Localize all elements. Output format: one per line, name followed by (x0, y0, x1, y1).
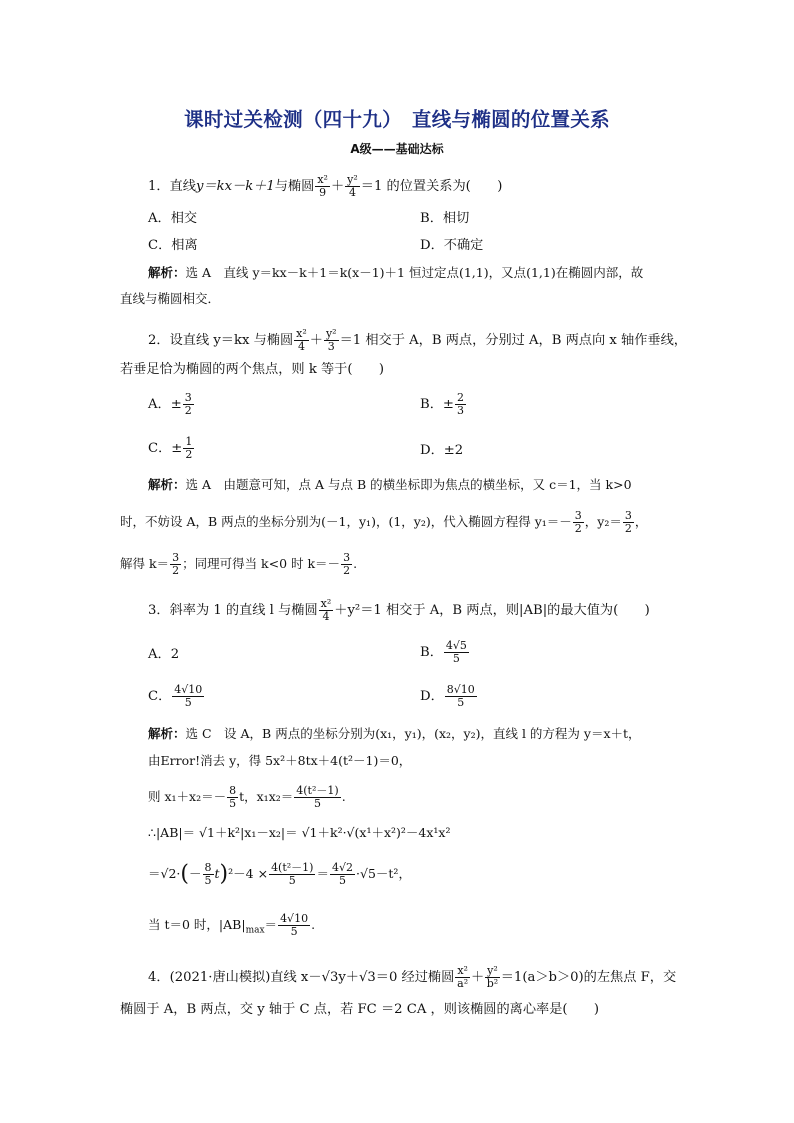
q3-option-a: A．2 (148, 647, 180, 662)
q3-solution-line6: 当 t＝0 时，$|AB|_{max}=$ $\frac{4√10}{5}$ . (148, 912, 316, 939)
q1-option-b: B．相切 (420, 211, 470, 226)
q1-option-a: A．相交 (148, 211, 198, 226)
q2-solution-line1: 解析：选 A 由题意可知，点 A 与点 B 的横坐标即为焦点的横坐标，又 c＝1，当 k>0 (148, 477, 632, 492)
q3-solution-line4: ∴|AB|＝ √1＋k²|x₁－x₂|＝ √1＋k²·√(x¹＋x²)²－4x¹x² (148, 825, 451, 840)
q2-solution-line3: 解得 k＝ $\frac{3}{2}$ ；同理可得当 k<0 时 k＝－ $\frac{3}{2}$ . (120, 551, 358, 578)
q2-stem-line2: 若垂足恰为椭圆的两个焦点，则 k 等于( ) (120, 362, 385, 377)
q1-solution-line2: 直线与椭圆相交． (120, 291, 221, 306)
q3-option-b: B． $\frac{4√5}{5}$ (420, 639, 467, 666)
q1-option-d: D．不确定 (420, 238, 484, 253)
q3-stem: 3．斜率为 1 的直线 l 与椭圆 $\frac{\text{x²}}{4}$ ＋y²＝1 相交于 A，B 两点，则|AB|的最大值为( ) (148, 597, 650, 624)
frac-x2-9: $\frac{\text{x²}}{9}$ (317, 173, 328, 200)
q1-option-c: C．相离 (148, 238, 198, 253)
q2-option-c: C．± $\frac{1}{2}$ (148, 435, 193, 462)
q2-option-a: A．± $\frac{3}{2}$ (148, 391, 192, 418)
page-title: 课时过关检测（四十九） 直线与椭圆的位置关系 (184, 108, 610, 131)
q2-solution-line2: 时，不妨设 A，B 两点的坐标分别为(－1，y₁)，(1，y₂)，代入椭圆方程得 y₁＝－ $\frac{3}{2}$ ，y₂＝ $\frac{3}{2}$ ， (120, 509, 648, 536)
q4-stem-line2: 椭圆于 A，B 两点，交 y 轴于 C 点，若 FC ＝2 CA ，则该椭圆的离心率是( ) (120, 1002, 600, 1017)
level-heading: A级——基础达标 (350, 142, 444, 156)
q2-option-b: B．± $\frac{2}{3}$ (420, 391, 464, 418)
q3-solution-line1: 解析：选 C 设 A，B 两点的坐标分别为(x₁，y₁)，(x₂，y₂)，直线 l 的方程为 y＝x＋t， (148, 726, 641, 741)
q1-solution-line1: 解析：选 A 直线 y＝kx－k＋1＝k(x－1)＋1 恒过定点(1,1)，又点(1,1)在椭圆内部，故 (148, 265, 644, 280)
q3-solution-line3: 则 x₁＋x₂＝－ $\frac{8}{5}$ t，x₁x₂＝ $\frac{\text{4(t²－1)}}{5}$ . (148, 784, 346, 811)
q3-option-c: C． $\frac{4√10}{5}$ (148, 683, 203, 710)
q4-stem-line1: 4．(2021·唐山模拟)直线 x－√3y＋√3＝0 经过椭圆 $\frac{\text{x²}}{\text{a²}}$ ＋ $\frac{\text{y²}}{\text{b²}}$ ＝1(a＞b＞0)的左焦点 F，交 (148, 964, 677, 991)
q2-stem-line1: 2．设直线 y＝kx 与椭圆 $\frac{\text{x²}}{4}$ ＋ $\frac{\text{y²}}{3}$ ＝1 相交于 A，B 两点，分别过 A，B 两点向 x 轴作垂线， (148, 327, 687, 354)
q3-option-d: D． $\frac{8√10}{5}$ (420, 683, 475, 710)
q3-solution-line2: 由Error!消去 y，得 5x²＋8tx＋4(t²－1)＝0， (148, 753, 412, 768)
q3-solution-line5: ＝√2·(－ $\frac{8}{5}$ t)²－4 × $\frac{\text{4(t²－1)}}{5}$ ＝ $\frac{4√2}{5}$ ·√5－t²， (148, 861, 411, 888)
q2-option-d: D．±2 (420, 443, 464, 458)
q1-stem: 1．直线y＝kx－k＋1与椭圆 $\frac{\text{x²}}{9}$ ＋ $\frac{\text{y²}}{4}$ ＝1 的位置关系为( ) (148, 173, 503, 200)
frac-y2-4: $\frac{\text{y²}}{4}$ (347, 173, 358, 200)
